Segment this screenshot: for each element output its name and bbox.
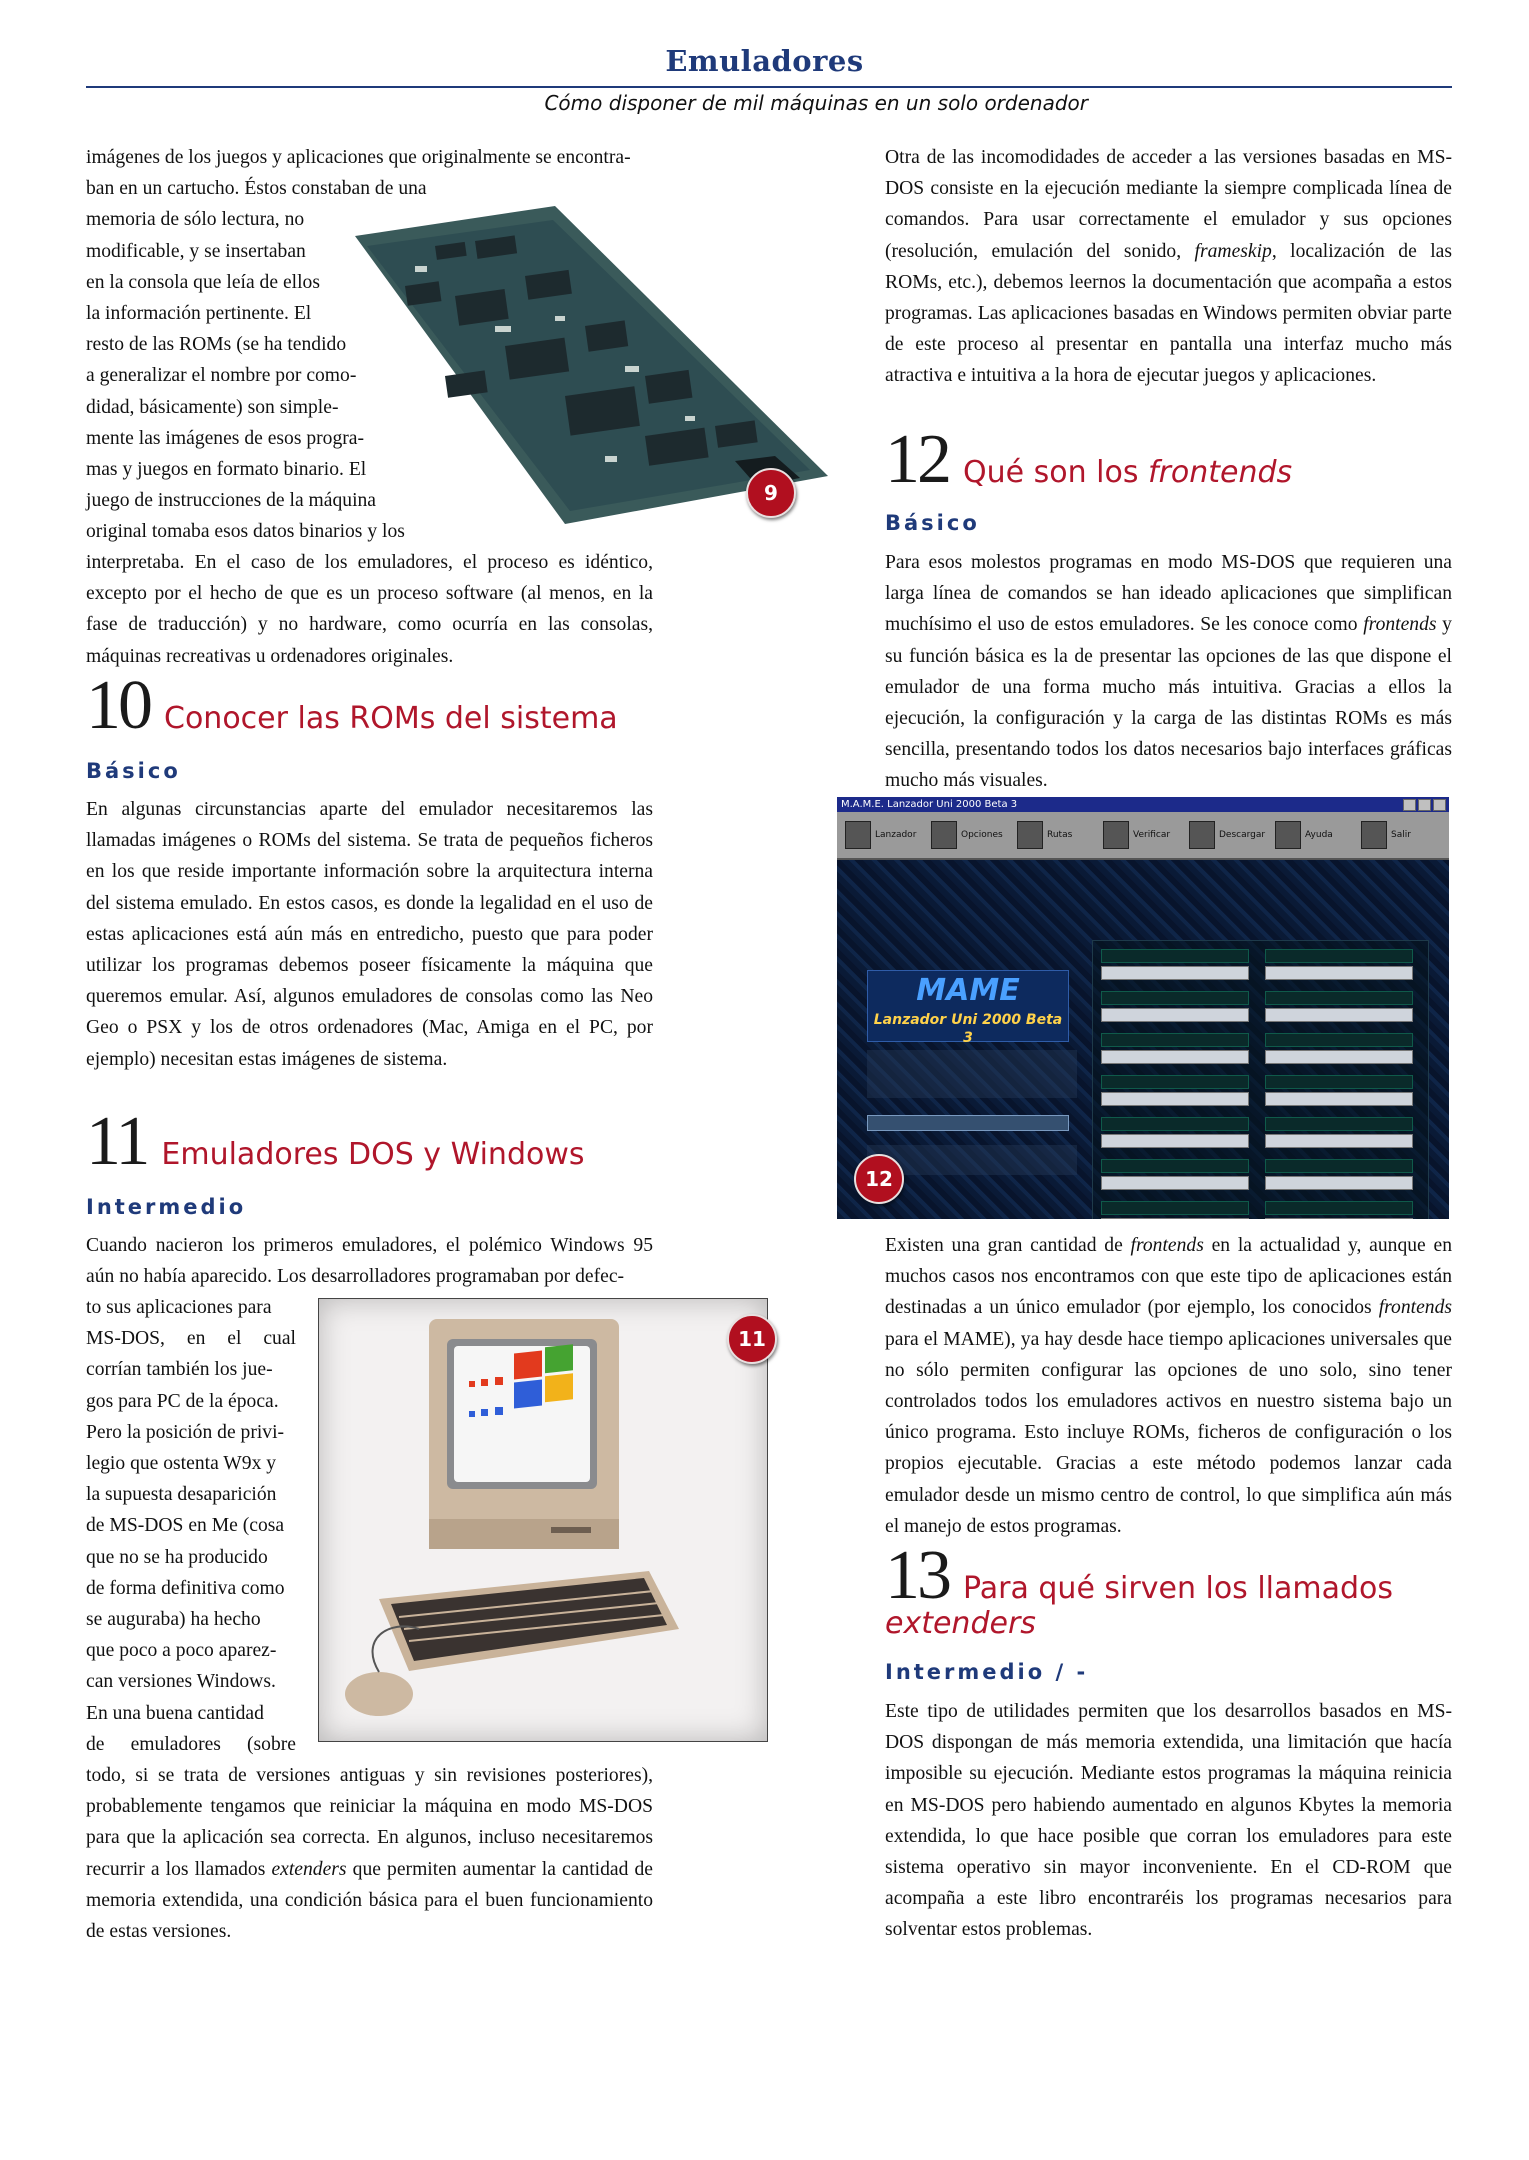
section-13-title-line1: Para qué sirven los llamados: [963, 1571, 1394, 1606]
mame-tb-salir: Salir: [1361, 821, 1441, 849]
mame-tb-descargar: Descargar: [1189, 821, 1269, 849]
mame-tb-verificar: Verificar: [1103, 821, 1183, 849]
mame-window-title: M.A.M.E. Lanzador Uni 2000 Beta 3: [837, 797, 1449, 812]
mame-frontend-screenshot: [837, 797, 1449, 1219]
section-13-heading: [885, 1536, 1393, 1616]
mame-toolbar: [837, 812, 1449, 860]
section-11-title: Emuladores DOS y Windows: [161, 1137, 585, 1172]
mame-tb-opciones: Opciones: [931, 821, 1011, 849]
section-11-body-narrow: to sus aplicaciones para MS-DOS, en el cual corrían también los jue- gos para PC de la época. Pero la posición de privi- legio que ostenta W9x y la supuesta desaparición de MS-DOS en Me (cosa que no se ha producido de forma definitiva como se auguraba) ha hecho que poco a poco aparez- can versiones Windows. En una buena cantidad de emuladores (sobre: [86, 1297, 296, 1755]
section-11-number: 11: [86, 1103, 148, 1180]
section-12-level: Básico: [885, 511, 980, 535]
section-13-body: Este tipo de utilidades permiten que los desarrollos basados en MS-DOS dispongan de más memoria extendida, una limitación que hacía imposible su ejecución. Mediante estos programas la máquina reinicia en MS-DOS pero habiendo aumentado en algunos Kbytes la memoria extendida, lo que hace posible que corran los emuladores para este sistema operativo sin mayor inconveniente. En el CD-ROM que acompaña a este libro encontraréis los programas necesarios para solventar estos problemas.: [885, 1701, 1452, 1941]
section-10-body: En algunas circunstancias aparte del emulador necesitaremos las llamadas imágenes o ROMs del sistema. Se trata de pequeños ficheros en los que reside importante información sobre la arquitectura interna del sistema emulado. En estos casos, es donde la legalidad en el uso de estas aplicaciones está aún más en entredicho, puesto que para poder utilizar los programas debemos poseer físicamente la máquina que queremos emular. Así, algunos emuladores de consolas como las Neo Geo o PSX y los de otros ordenadores (Mac, Amiga en el PC, por ejemplo) necesitan estas imágenes de sistema.: [86, 799, 653, 1070]
col2-intro-text: Otra de las incomodidades de acceder a las versiones basadas en MS-DOS consiste en la ejecución mediante la siempre complicada línea de comandos. Para usar correctamente el emulador y sus opciones (resolución, emulación del sonido, frameskip, localización de las ROMs, etc.), debemos leernos la documentación que acompaña a estos programas. Las aplicaciones basadas en Windows permiten obviar parte de este proceso al presentar en pantalla una interfaz mucho más atractiva e intuitiva a la hora de ejecutar juegos y aplicaciones.: [885, 147, 1452, 387]
section-12-body-2: Existen una gran cantidad de frontends en la actualidad y, aunque en muchos casos nos encontramos con que este tipo de aplicaciones están destinadas a un único emulador (por ejemplo, los conocidos frontends para el MAME), ya hay desde hace tiempo aplicaciones universales que no sólo permiten configurar las opciones de uno solo, sino tener controlados todos los emuladores activos en nuestro sistema bajo un único programa. Esto incluye ROMs, ficheros de configuración o los propios ejecutable. Gracias a este método podemos lanzar cada emulador desde un mismo centro de control, lo que simplifica aún más el manejo de estos programas.: [885, 1235, 1453, 1537]
section-12-title: Qué son los frontends: [963, 455, 1293, 490]
figure-12-badge: 12: [854, 1154, 904, 1204]
section-11-level: Intermedio: [86, 1195, 247, 1219]
intro-rest-text: interpretaba. En el caso de los emuladores, el proceso es idéntico, excepto por el hecho de que es un proceso software (al menos, en la fase de traducción) y no hardware, como ocurría en las consolas, máquinas recreativas u ordenadores originales.: [86, 552, 653, 667]
section-11-body-rest: todo, si se trata de versiones antiguas y sin revisiones posteriores), probablemente tengamos que reiniciar la máquina en modo MS-DOS para que la aplicación sea correcta. En algunos, incluso necesitaremos recurrir a los llamados extenders que permiten aumentar la cantidad de memoria extendida, una condición básica para el buen funcionamiento de estas versiones.: [86, 1765, 654, 1943]
section-12-heading: [885, 420, 1292, 500]
mame-tb-ayuda: Ayuda: [1275, 821, 1355, 849]
section-12-number: 12: [885, 421, 949, 498]
section-12-body: Para esos molestos programas en modo MS-DOS que requieren una larga línea de comandos se han ideado aplicaciones que simplifican muchísimo el uso de estos emuladores. Se les conoce como frontends y su función básica es la de presentar las opciones de las que dispone el emulador de una forma mucho más intuitiva. Gracias a ellos la ejecución, la configuración y la carga de las distintas ROMs es más sencilla, presentando todos los datos necesarios bajo interfaces gráficas mucho más visuales.: [885, 552, 1452, 792]
section-13-level: Intermedio / -: [885, 1660, 1089, 1684]
section-10-heading: [86, 666, 618, 746]
mame-tb-lanzador: Lanzador: [845, 821, 925, 849]
section-10-level: Básico: [86, 759, 181, 783]
macintosh-drawing: [319, 1299, 767, 1741]
figure-11-badge: 11: [727, 1314, 777, 1364]
section-13-number: 13: [885, 1537, 949, 1614]
mame-logo: MAME Lanzador Uni 2000 Beta 3: [867, 970, 1069, 1042]
section-11-heading: [86, 1102, 585, 1182]
mame-paths-panel: [1092, 940, 1429, 1219]
mame-window-buttons: [1403, 799, 1446, 811]
mame-tb-rutas: Rutas: [1017, 821, 1097, 849]
macintosh-image: [318, 1298, 768, 1742]
section-13-title-line2: extenders: [885, 1606, 1036, 1641]
figure-9-badge: 9: [746, 468, 796, 518]
section-10-title: Conocer las ROMs del sistema: [164, 701, 618, 736]
page-title: Emuladores: [665, 44, 864, 78]
section-11-body-top: Cuando nacieron los primeros emuladores, el polémico Windows 95 aún no había aparecido. Los desarrolladores programaban por defec-: [86, 1235, 653, 1288]
intro-wrapped-text: imágenes de los juegos y aplicaciones que originalmente se encontra- ban en un cartucho. Éstos constaban de una memoria de sólo lectura, no modificable, y se insertaban en la consola que leía de ellos la información pertinente. El resto de las ROMs (se ha tendido a generalizar el nombre por como- didad, básicamente) son simple- mente las imágenes de esos progra- mas y juegos en formato binario. El juego de instrucciones de la máquina original tomaba esos datos binarios y los: [86, 147, 631, 543]
section-10-number: 10: [86, 667, 150, 744]
page-subtitle: Cómo disponer de mil máquinas en un solo ordenador: [544, 91, 1088, 115]
header-divider: [86, 86, 1452, 88]
